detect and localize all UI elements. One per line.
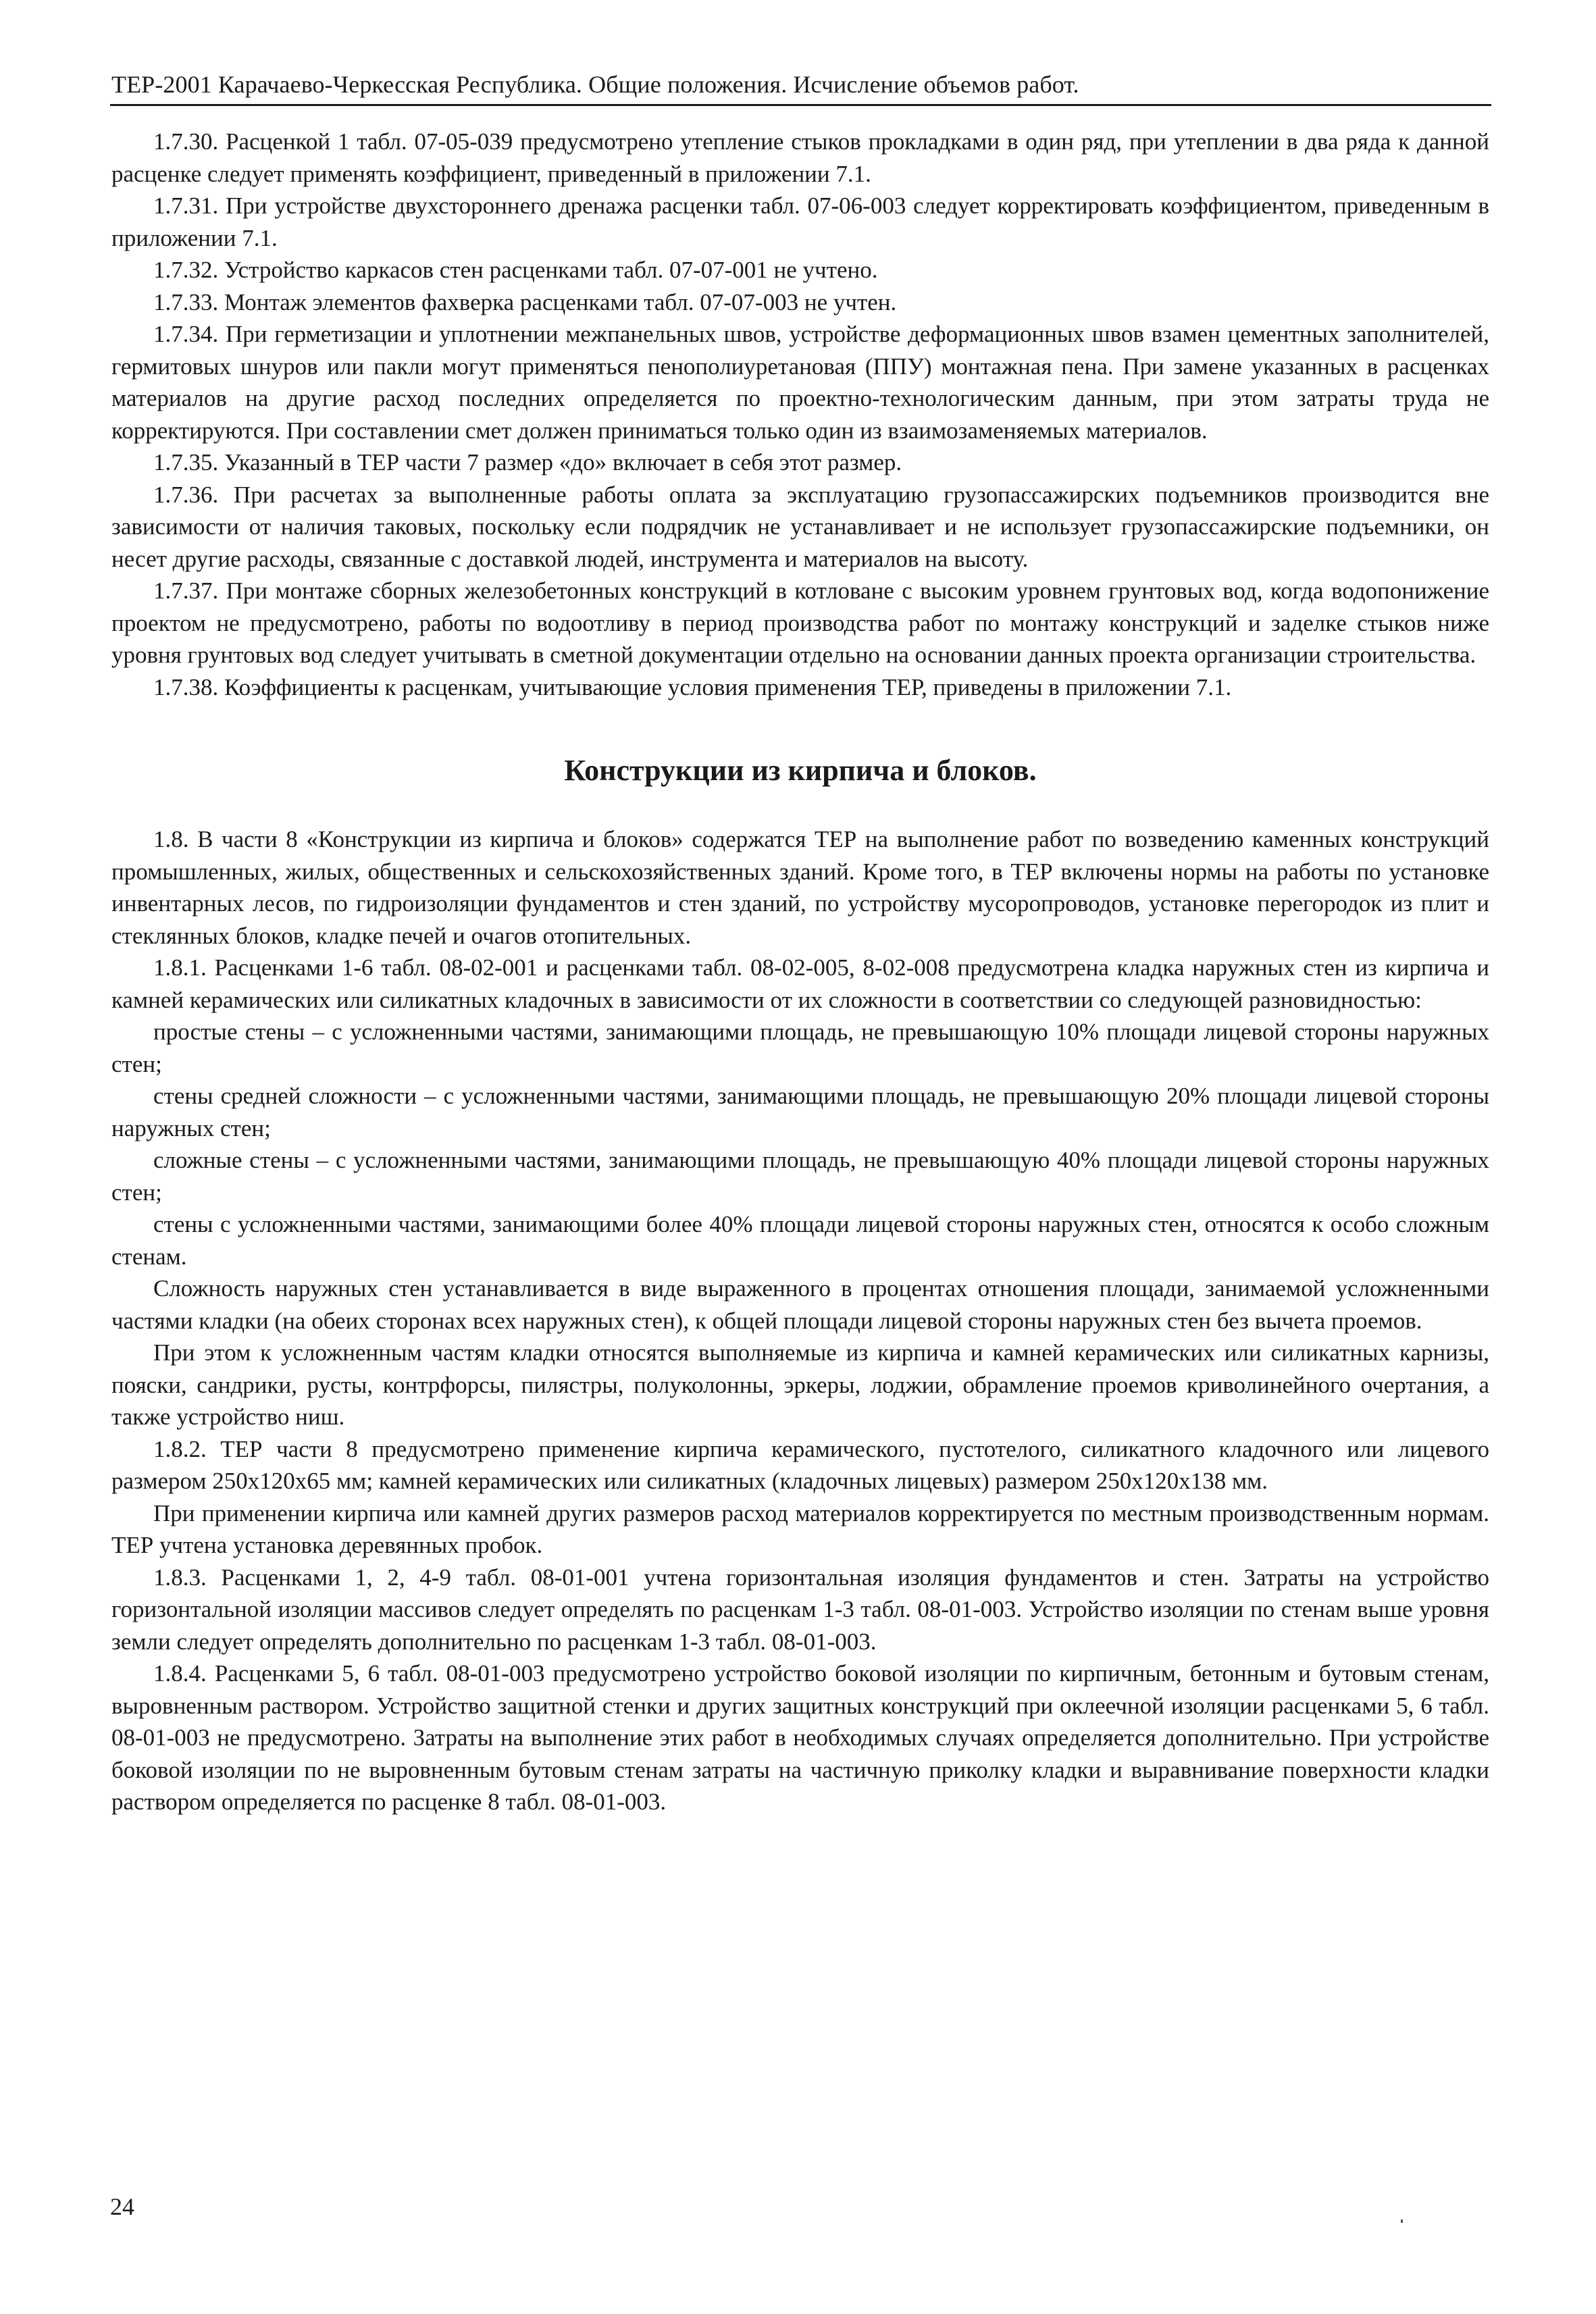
paragraph-1-7-36: 1.7.36. При расчетах за выполненные работы оплата за эксплуатацию грузопассажирских подъемников производится вне зависимости от наличия таковых, поскольку если подрядчик не устанавливает и не использует грузопассажирские подъемники, он несет другие расходы, связанные с доставкой людей, инструмента и материалов на высоту.: [111, 481, 1489, 572]
paragraph-1-7-34: 1.7.34. При герметизации и уплотнении межпанельных швов, устройстве деформационных швов взамен цементных заполнителей, гермитовых шнуров или пакли могут применяться пенополиуретановая (ППУ) монтажная пена. При замене указанных в расценках материалов на другие расход последних определяется по проектно-технологическим данным, при этом затраты труда не корректируются. При составлении смет должен приниматься только один из взаимозаменяемых материалов.: [111, 321, 1489, 444]
paragraph-1-7-35: 1.7.35. Указанный в ТЕР части 7 размер «до» включает в себя этот размер.: [153, 449, 902, 475]
paragraph-1-7-31: 1.7.31. При устройстве двухстороннего дренажа расценки табл. 07-06-003 следует корректировать коэффициентом, приведенным в приложении 7.1.: [111, 192, 1489, 251]
paragraph-1-7-38: 1.7.38. Коэффициенты к расценкам, учитывающие условия применения ТЕР, приведены в приложении 7.1.: [153, 673, 1232, 700]
document-body: [111, 126, 1489, 1818]
paragraph-1-7-32: 1.7.32. Устройство каркасов стен расценками табл. 07-07-001 не учтено.: [153, 257, 878, 283]
page-number: 24: [110, 2193, 134, 2220]
scan-speck: [1401, 2219, 1403, 2223]
paragraph-1-7-37: 1.7.37. При монтаже сборных железобетонных конструкций в котловане с высоким уровнем грунтовых вод, когда водопонижение проектом не предусмотрено, работы по водоотливу в период производства работ по монтажу конструкций и заделке стыков ниже уровня грунтовых вод следует учитывать в сметной документации отдельно на основании данных проекта организации строительства.: [111, 577, 1489, 668]
paragraph-other-sizes: При применении кирпича или камней других размеров расход материалов корректируется по местным производственным нормам. ТЕР учтена установка деревянных пробок.: [111, 1499, 1489, 1558]
paragraph-wall-complexity: Сложность наружных стен устанавливается в виде выраженного в процентах отношения площади, занимаемой усложненными частями кладки (на обеих сторонах всех наружных стен), к общей площади лицевой стороны наружных стен без вычета проемов.: [111, 1275, 1489, 1334]
paragraph-1-8-1: 1.8.1. Расценками 1-6 табл. 08-02-001 и расценками табл. 08-02-005, 8-02-008 предусмотрена кладка наружных стен из кирпича и камней керамических или силикатных кладочных в зависимости от их сложности в соответствии со следующей разновидностью:: [111, 954, 1489, 1013]
paragraph-1-7-33: 1.7.33. Монтаж элементов фахверка расценками табл. 07-07-003 не учтен.: [153, 288, 897, 315]
paragraph-1-8-2: 1.8.2. ТЕР части 8 предусмотрено применение кирпича керамического, пустотелого, силикатного кладочного или лицевого размером 250х120х65 мм; камней керамических или силикатных (кладочных лицевых) размером 250х120х138 мм.: [111, 1435, 1489, 1494]
paragraph-1-8: 1.8. В части 8 «Конструкции из кирпича и блоков» содержатся ТЕР на выполнение работ по возведению каменных конструкций промышленных, жилых, общественных и сельскохозяйственных зданий. Кроме того, в ТЕР включены нормы на работы по установке инвентарных лесов, по гидроизоляции фундаментов и стен зданий, по устройству мусоропроводов, установке перегородок из плит и стеклянных блоков, кладке печей и очагов отопительных.: [111, 826, 1489, 949]
paragraph-1-8-3: 1.8.3. Расценками 1, 2, 4-9 табл. 08-01-001 учтена горизонтальная изоляция фундаментов и стен. Затраты на устройство горизонтальной изоляции массивов следует определять по расценкам 1-3 табл. 08-01-003. Устройство изоляции по стенам выше уровня земли следует определять дополнительно по расценкам 1-3 табл. 08-01-003.: [111, 1564, 1489, 1655]
header-divider: [110, 104, 1491, 106]
paragraph-complex-walls: сложные стены – с усложненными частями, занимающими площадь, не превышающую 40% площади лицевой стороны наружных стен;: [111, 1147, 1489, 1206]
paragraph-1-7-30: 1.7.30. Расценкой 1 табл. 07-05-039 предусмотрено утепление стыков прокладками в один ряд, при утеплении в два ряда к данной расценке следует применять коэффициент, приведенный в приложении 7.1.: [111, 128, 1489, 187]
paragraph-simple-walls: простые стены – с усложненными частями, занимающими площадь, не превышающую 10% площади лицевой стороны наружных стен;: [111, 1019, 1489, 1077]
paragraph-very-complex-walls: стены с усложненными частями, занимающими более 40% площади лицевой стороны наружных стен, относятся к особо сложным стенам.: [111, 1211, 1489, 1270]
running-header: ТЕР-2001 Карачаево-Черкесская Республика. Общие положения. Исчисление объемов работ.: [111, 71, 1079, 98]
paragraph-medium-walls: стены средней сложности – с усложненными частями, занимающими площадь, не превышающую 20% площади лицевой стороны наружных стен;: [111, 1083, 1489, 1141]
section-heading: Конструкции из кирпича и блоков.: [564, 754, 1037, 787]
paragraph-complex-parts: При этом к усложненным частям кладки относятся выполняемые из кирпича и камней керамических или силикатных карнизы, пояски, сандрики, русты, контрфорсы, пилястры, полуколонны, эркеры, лоджии, обрамление проемов криволинейного очертания, а также устройство ниш.: [111, 1339, 1489, 1430]
paragraph-1-8-4: 1.8.4. Расценками 5, 6 табл. 08-01-003 предусмотрено устройство боковой изоляции по кирпичным, бетонным и бутовым стенам, выровненным раствором. Устройство защитной стенки и других защитных конструкций при оклеечной изоляции расценками 5, 6 табл. 08-01-003 не предусмотрено. Затраты на выполнение этих работ в необходимых случаях определяется дополнительно. При устройстве боковой изоляции по не выровненным бутовым стенам затраты на частичную приколку кладки и выравнивание поверхности кладки раствором определяется по расценке 8 табл. 08-01-003.: [111, 1660, 1489, 1815]
